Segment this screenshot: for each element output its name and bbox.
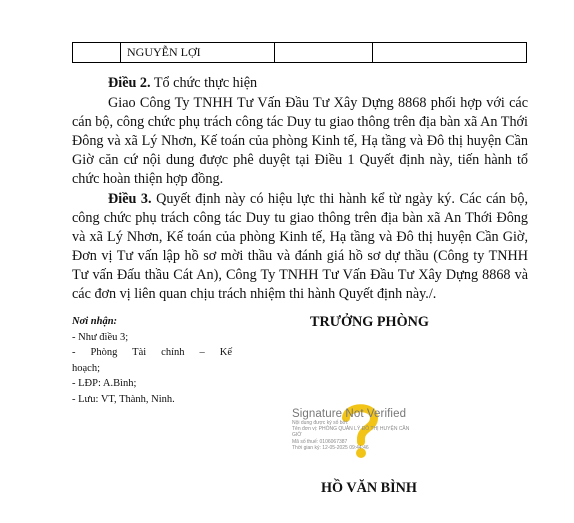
signer-title: TRƯỞNG PHÒNG (310, 314, 429, 330)
article-3-text: Quyết định này có hiệu lực thi hành kể từ ngày ký. Các cán bộ, công chức phụ trách công tác Duy tu giao thông trên địa bàn xã An Thới Đông và xã Lý Nhơn, Kế toán của phòng Kinh tế, Hạ tầng và Đô thị huyện Cần Giờ, Đơn vị Tư vấn lập hồ sơ mời thầu và đánh giá hồ sơ dự thầu (Công ty TNHH Tư vấn Đấu thầu Cát An), Công Ty TNHH Tư Vấn Đầu Tư Xây Dựng 8868 và các đơn vị liên quan chịu trách nhiệm thi hành Quyết định này./. (72, 191, 528, 302)
signatory-table-row (72, 42, 527, 63)
signature-detail: Mã số thuế: 0106067387 (292, 438, 348, 445)
recipient-item: - LĐP: A.Bình; (72, 378, 137, 389)
table-cell-index (73, 43, 121, 62)
signature-detail: Nội dung được ký số bởi: (292, 420, 349, 426)
article-2-label: Điều 2. (108, 75, 151, 91)
table-cell-signature (373, 43, 526, 62)
article-3-paragraph (72, 190, 528, 304)
table-cell-position (275, 43, 373, 62)
article-2-text: Giao Công Ty TNHH Tư Vấn Đầu Tư Xây Dựng 8868 phối hợp với các cán bộ, công chức phụ trách công tác Duy tu giao thông trên địa bàn xã An Thới Đông và xã Lý Nhơn, Kế toán của phòng Kinh tế, Hạ tầng và Đô thị huyện Cần Giờ căn cứ nội dung được phê duyệt tại Điều 1 Quyết định này, tiến hành tổ chức hoàn thiện hợp đồng. (72, 95, 528, 187)
article-2-title: Tổ chức thực hiện (153, 75, 258, 91)
recipient-item: - Phòng Tài chính – Kế (72, 347, 232, 358)
signer-name: HỒ VĂN BÌNH (321, 480, 417, 496)
recipient-item: - Như điều 3; (72, 331, 129, 343)
signature-status: Signature Not Verified (292, 408, 407, 420)
table-cell-name: NGUYỄN LỢI (121, 43, 275, 62)
digital-signature-stamp (292, 408, 462, 460)
signature-detail: GIỜ (292, 432, 302, 439)
recipients-block (72, 314, 232, 407)
signature-detail: Tên đơn vị: PHÒNG QUẢN LÝ ĐÔ THỊ HUYỆN CẦN (292, 426, 410, 433)
article-3-label: Điều 3. (108, 191, 152, 207)
article-2-heading (108, 74, 257, 93)
recipient-item: hoạch; (72, 362, 100, 374)
recipient-item: - Lưu: VT, Thành, Ninh. (72, 393, 175, 405)
recipients-label: Nơi nhận: (72, 316, 118, 327)
signature-detail: Thời gian ký: 12-05-2025 09:44:46 (292, 444, 369, 451)
